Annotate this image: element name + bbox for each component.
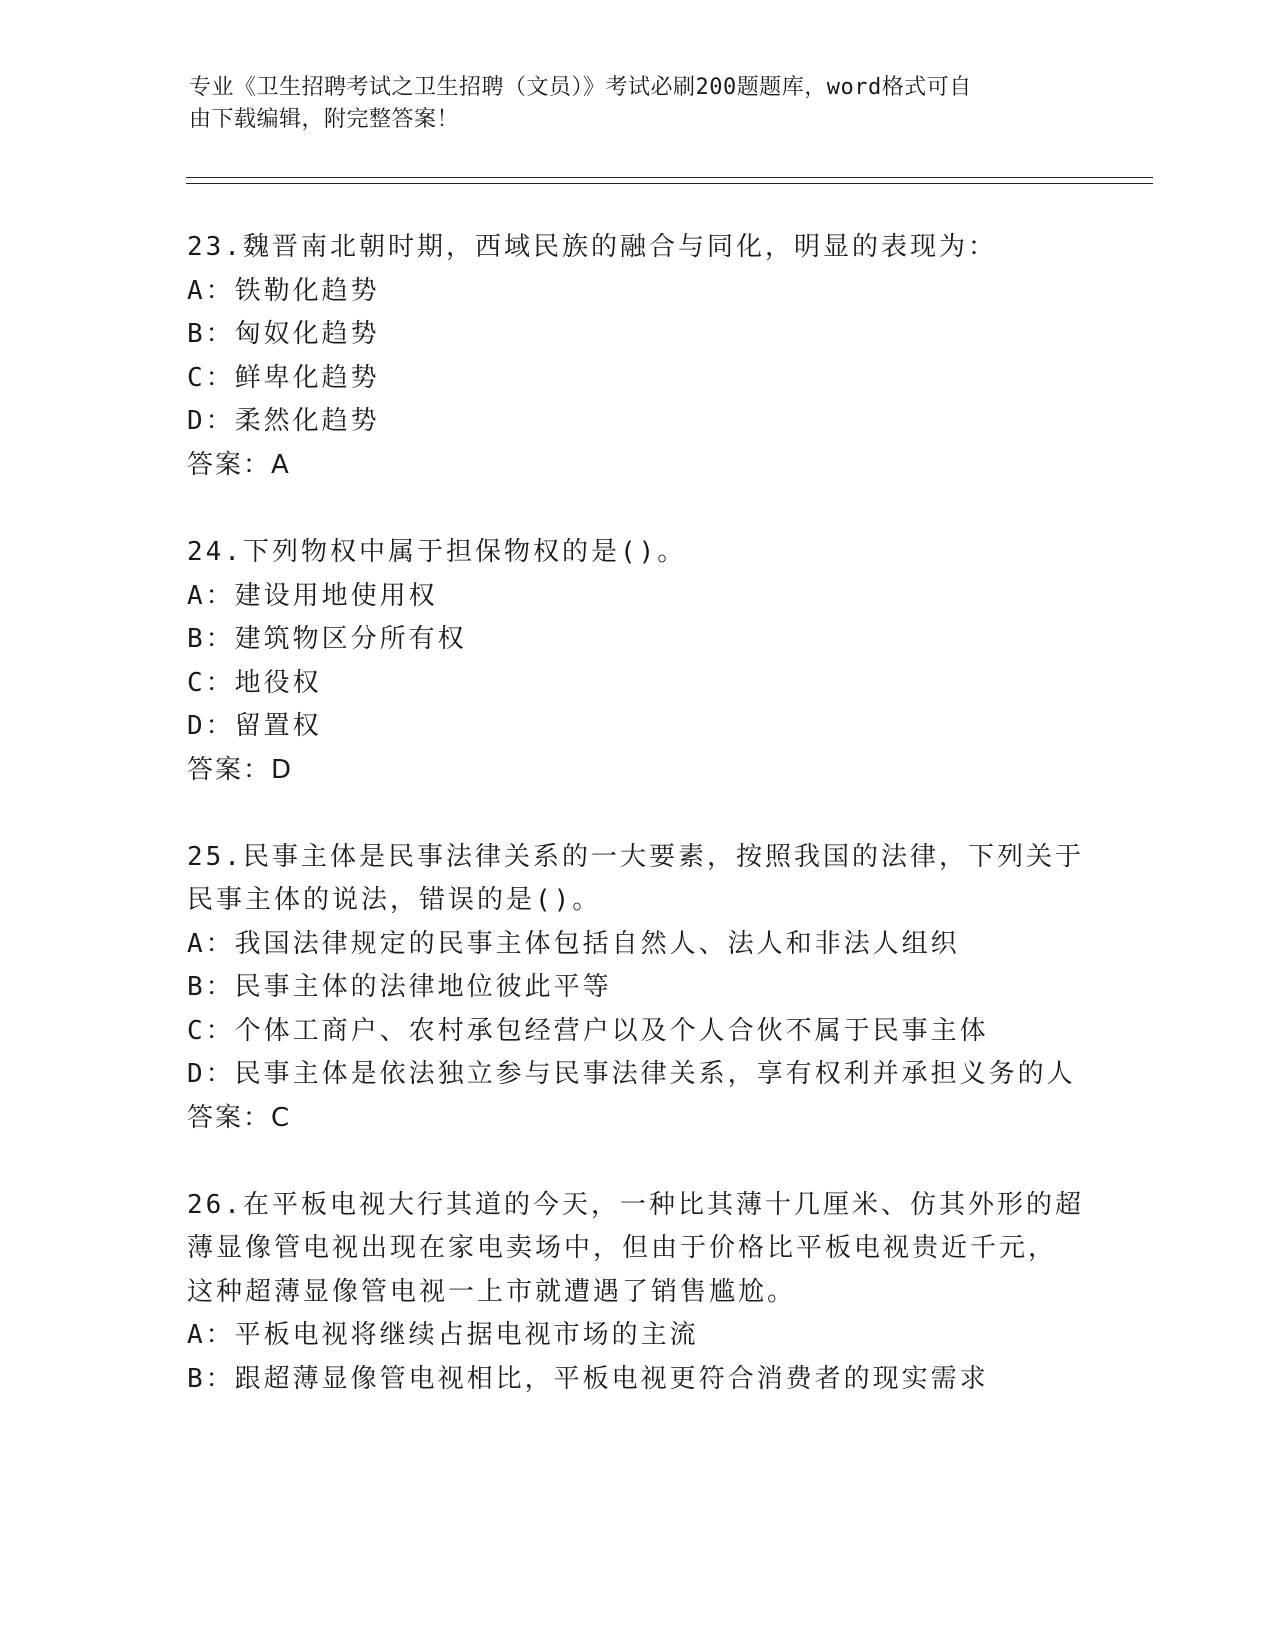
header-divider-top (186, 177, 1153, 178)
question-25-stem-line-1: 25.民事主体是民事法律关系的一大要素，按照我国的法律，下列关于 (187, 842, 1084, 872)
header-title-line-2: 由下载编辑，附完整答案！ (189, 107, 460, 132)
question-23-option-c: C：鲜卑化趋势 (187, 363, 380, 393)
question-25-option-b: B：民事主体的法律地位彼此平等 (187, 972, 612, 1002)
question-23-answer: 答案：A (187, 450, 291, 480)
question-26-option-a: A：平板电视将继续占据电视市场的主流 (187, 1320, 699, 1350)
question-26-option-b: B：跟超薄显像管电视相比，平板电视更符合消费者的现实需求 (187, 1364, 989, 1394)
question-24-option-a: A：建设用地使用权 (187, 581, 438, 611)
question-25-option-d: D：民事主体是依法独立参与民事法律关系，享有权利并承担义务的人 (187, 1059, 1076, 1089)
question-25-answer: 答案：C (187, 1103, 292, 1133)
question-26-stem-line-2: 薄显像管电视出现在家电卖场中，但由于价格比平板电视贵近千元， (187, 1233, 1058, 1263)
question-25-option-c: C：个体工商户、农村承包经营户以及个人合伙不属于民事主体 (187, 1016, 989, 1046)
question-23-stem: 23.魏晋南北朝时期，西域民族的融合与同化，明显的表现为： (187, 232, 997, 262)
question-23-option-a: A：铁勒化趋势 (187, 276, 380, 306)
question-24-option-c: C：地役权 (187, 668, 322, 698)
question-26-stem-line-1: 26.在平板电视大行其道的今天，一种比其薄十几厘米、仿其外形的超 (187, 1190, 1084, 1220)
question-26-stem-line-3: 这种超薄显像管电视一上市就遭遇了销售尴尬。 (187, 1277, 797, 1307)
header-divider-bottom (186, 183, 1153, 184)
question-24-option-b: B：建筑物区分所有权 (187, 624, 467, 654)
document-header (189, 72, 1089, 136)
question-25-option-a: A：我国法律规定的民事主体包括自然人、法人和非法人组织 (187, 929, 960, 959)
question-24-stem: 24.下列物权中属于担保物权的是()。 (187, 537, 687, 567)
question-23-option-b: B：匈奴化趋势 (187, 319, 380, 349)
header-title-line-1: 专业《卫生招聘考试之卫生招聘（文员）》考试必刷200题题库，word格式可自 (189, 75, 972, 100)
question-25-stem-line-2: 民事主体的说法，错误的是()。 (187, 885, 602, 915)
question-24-answer: 答案：D (187, 755, 294, 785)
question-24-option-d: D：留置权 (187, 711, 322, 741)
question-23-option-d: D：柔然化趋势 (187, 406, 380, 436)
